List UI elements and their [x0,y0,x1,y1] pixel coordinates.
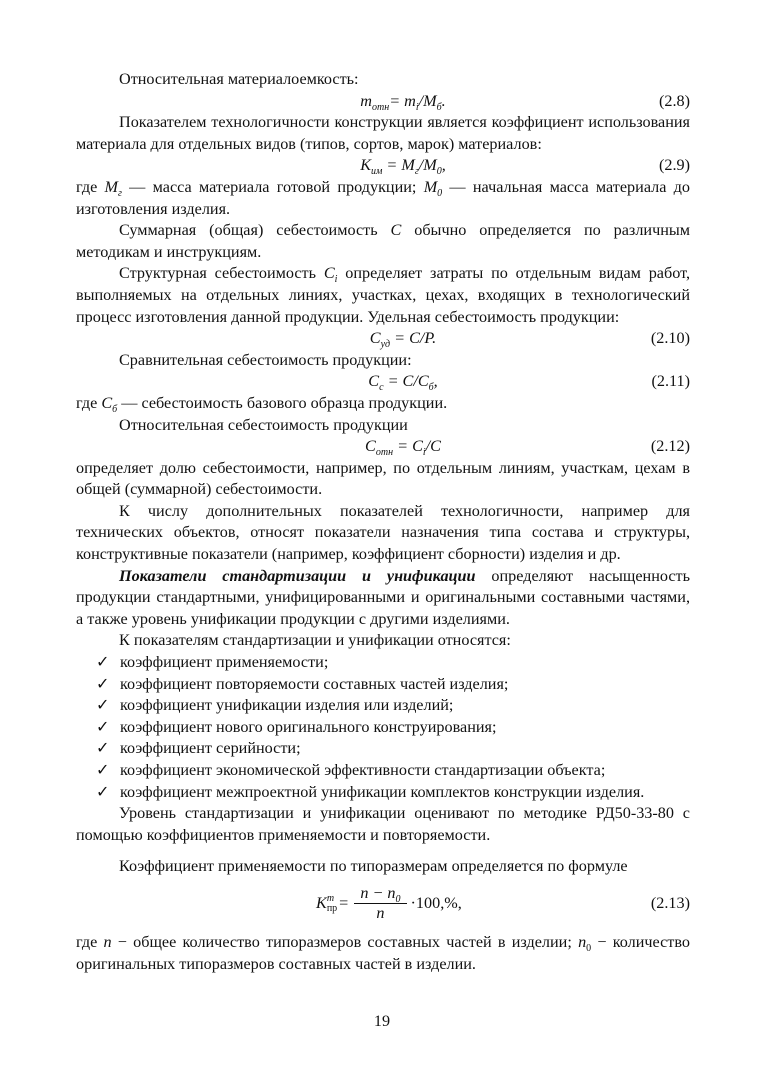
list-item: ✓ коэффициент экономической эффективности стандартизации объекта; [96,760,690,782]
equation-2-11: $C_c = C/C_б$, (2.11) [368,372,690,394]
equation-number: (2.12) [650,437,690,456]
equation-number: (2.8) [658,91,690,110]
checkmark-icon: ✓ [96,696,110,715]
bold-term: Показатели стандартизации и унификации [119,566,476,585]
list-item: ✓ коэффициент межпроектной унификации комплектов конструкции изделия. [96,782,690,804]
equation-2-8: $m_{отн}= m_i/M_б$. (2.8) [360,91,690,113]
list-item: ✓ коэффициент унификации изделия или изделий; [96,695,690,717]
paragraph-standardization-level: Уровень стандартизации и унификации оценивают по методике РД50-33-80 с помощью коэффициентов применяемости и повторяемости. [76,804,690,844]
paragraph-where-n: где n − общее количество типоразмеров составных частей в изделии; $n_0$ − количество оригинальных типоразмеров составных частей в изделии. [76,932,690,973]
checkmark-icon: ✓ [96,782,110,801]
paragraph-cost-share: определяет долю себестоимости, например, по отдельным линиям, участкам, цехам в общей (суммарной) себестоимости. [76,458,690,499]
equation-number: (2.10) [650,329,690,348]
paragraph-additional-indicators: К числу дополнительных показателей технологичности, например для технических объектов, относят показатели назначения типа состава и структуры, конструктивные показатели (например, коэффициент сборности) изделия и др. [76,501,690,564]
checkmark-icon: ✓ [96,717,110,736]
equation-number: (2.11) [651,372,690,391]
equation-2-10: $C_{уд} = C/P$. (2.10) [369,329,690,351]
checkmark-icon: ✓ [96,739,110,758]
paragraph-applicability-coefficient: Коэффициент применяемости по типоразмерам определяется по формуле [119,857,628,876]
paragraph-total-cost: Суммарная (общая) себестоимость C обычно определяется по различным методикам и инструкциям. [76,221,690,261]
paragraph-structural-cost: Структурная себестоимость $C_i$ определяет затраты по отдельным видам работ, выполняемых на отдельных линиях, участках, цехах, входящих в технологический процесс изготовления данной продукции. Удельная себестоимость продукции: [76,264,690,326]
checkmark-icon: ✓ [96,653,110,672]
page-number: 19 [373,1012,391,1030]
paragraph-relative-cost: Относительная себестоимость продукции [119,415,408,434]
paragraph-standardization-indicators: Показатели стандартизации и унификации определяют насыщенность продукции стандартными, унифицированными и оригинальными составными частями, а также уровень унификации продукции с другими изделиями. [76,566,691,628]
paragraph-material-intensity-intro: Относительная материалоемкость: [119,70,359,88]
list-item: ✓ коэффициент нового оригинального конструирования; [96,717,690,739]
paragraph-list-intro: К показателям стандартизации и унификации относятся: [119,631,511,650]
equation-2-12: $C_{отн} = C_i/C$ (2.12) [365,437,690,459]
equation-number: (2.9) [658,156,690,175]
paragraph-where-mass: где $M_г$ — масса материала готовой продукции; $M_0$ — начальная масса материала до изготовления изделия. [76,177,690,218]
list-item: ✓ коэффициент применяемости; [96,652,690,674]
equation-number: (2.13) [650,893,690,912]
paragraph-material-utilization: Показателем технологичности конструкции является коэффициент использования материала для отдельных видов (типов, сортов, марок) материалов: [76,113,690,153]
list-item: ✓ коэффициент серийности; [96,738,690,760]
checkmark-icon: ✓ [96,674,110,693]
eq-lhs: m [360,91,372,110]
checkmark-icon: ✓ [96,761,110,779]
list-item: ✓ коэффициент повторяемости составных частей изделия; [96,674,690,696]
equation-2-13: K т пр = $\frac{n - n_0}{n}$ ·100,%, (2.13) [316,884,690,923]
page-body [76,69,690,975]
fraction: $\frac{n - n_0}{n}$ [354,884,406,923]
paragraph-comparative-cost: Сравнительная себестоимость продукции: [119,350,412,369]
paragraph-where-base-cost: где $C_б$ — себестоимость базового образца продукции. [76,393,448,416]
indicator-list [76,652,690,803]
eq-k: K [316,894,327,913]
equation-2-9: $К_{им} = M_г/M_0$, (2.9) [360,156,690,178]
